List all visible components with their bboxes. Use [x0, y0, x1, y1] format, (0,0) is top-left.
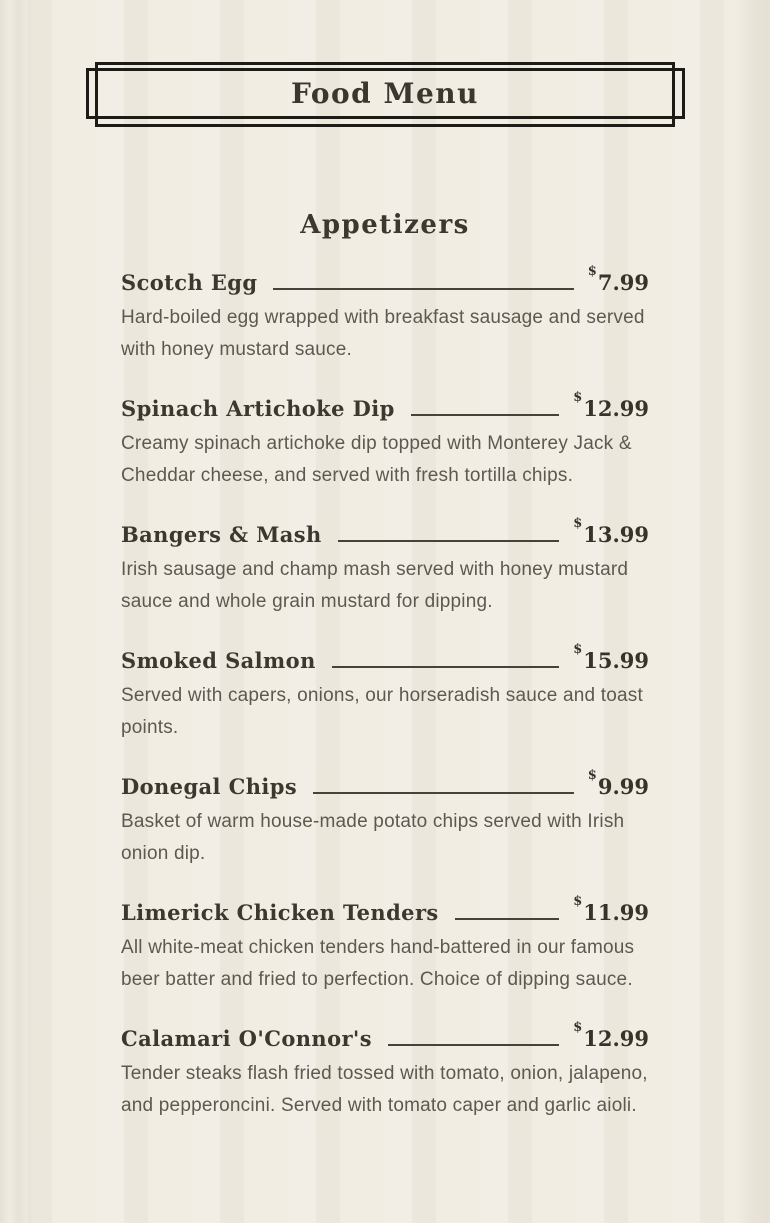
- menu-item: [121, 894, 649, 996]
- price-value: 9.99: [597, 774, 649, 799]
- menu-item: [121, 1020, 649, 1122]
- leader-line: [338, 540, 560, 542]
- menu-item-row: [121, 264, 649, 296]
- menu-item-description: Hard-boiled egg wrapped with breakfast sausage and served with honey mustard sauce.: [121, 307, 645, 360]
- menu-item: [121, 768, 649, 870]
- menu-item: [121, 642, 649, 744]
- menu-items: [121, 264, 649, 1122]
- menu-item-row: [121, 516, 649, 548]
- leader-line: [455, 918, 560, 920]
- menu-item-row: [121, 1020, 649, 1052]
- menu-content: [121, 209, 649, 1122]
- menu-item-price: [573, 1020, 649, 1051]
- menu-item-price: [587, 768, 649, 799]
- price-value: 15.99: [583, 648, 649, 673]
- menu-item-price: [573, 642, 649, 673]
- menu-item-description: Creamy spinach artichoke dip topped with Monterey Jack & Cheddar cheese, and served with fresh tortilla chips.: [121, 433, 632, 486]
- menu-item-price: [587, 264, 649, 295]
- price-value: 7.99: [597, 270, 649, 295]
- menu-item-description: All white-meat chicken tenders hand-battered in our famous beer batter and fried to perfection. Choice of dipping sauce.: [121, 937, 635, 990]
- menu-item-name: Calamari O'Connor's: [121, 1026, 372, 1051]
- menu-item-row: [121, 390, 649, 422]
- section-title: Appetizers: [300, 210, 470, 240]
- menu-item-row: [121, 894, 649, 926]
- menu-item: [121, 264, 649, 366]
- menu-item-description: Served with capers, onions, our horseradish sauce and toast points.: [121, 685, 643, 738]
- currency-symbol: $: [587, 264, 597, 279]
- currency-symbol: $: [573, 516, 583, 531]
- menu-item-row: [121, 768, 649, 800]
- menu-item-price: [573, 894, 649, 925]
- menu-item-description: Tender steaks flash fried tossed with tomato, onion, jalapeno, and pepperoncini. Served with tomato caper and garlic aioli.: [121, 1063, 648, 1116]
- currency-symbol: $: [587, 768, 597, 783]
- menu-item-description: Irish sausage and champ mash served with honey mustard sauce and whole grain mustard for dipping.: [121, 559, 629, 612]
- currency-symbol: $: [573, 390, 583, 405]
- leader-line: [332, 666, 559, 668]
- price-value: 12.99: [583, 396, 649, 421]
- leader-line: [411, 414, 560, 416]
- menu-item-name: Bangers & Mash: [121, 522, 322, 547]
- price-value: 11.99: [583, 900, 649, 925]
- currency-symbol: $: [573, 1020, 583, 1035]
- menu-item-name: Spinach Artichoke Dip: [121, 396, 395, 421]
- page-title: Food Menu: [290, 77, 480, 110]
- section-appetizers: [121, 209, 649, 1122]
- menu-item-row: [121, 642, 649, 674]
- leader-line: [388, 1044, 559, 1046]
- currency-symbol: $: [573, 894, 583, 909]
- menu-item-price: [573, 390, 649, 421]
- leader-line: [273, 288, 573, 290]
- menu-item-name: Scotch Egg: [121, 270, 258, 295]
- menu-item-description: Basket of warm house-made potato chips served with Irish onion dip.: [121, 811, 625, 864]
- menu-item-name: Limerick Chicken Tenders: [121, 900, 439, 925]
- currency-symbol: $: [573, 642, 583, 657]
- menu-item-name: Smoked Salmon: [121, 648, 316, 673]
- menu-item: [121, 516, 649, 618]
- menu-item: [121, 390, 649, 492]
- leader-line: [313, 792, 574, 794]
- price-value: 13.99: [583, 522, 649, 547]
- price-value: 12.99: [583, 1026, 649, 1051]
- menu-title-frame: [86, 68, 685, 119]
- menu-item-price: [573, 516, 649, 547]
- menu-item-name: Donegal Chips: [121, 774, 298, 799]
